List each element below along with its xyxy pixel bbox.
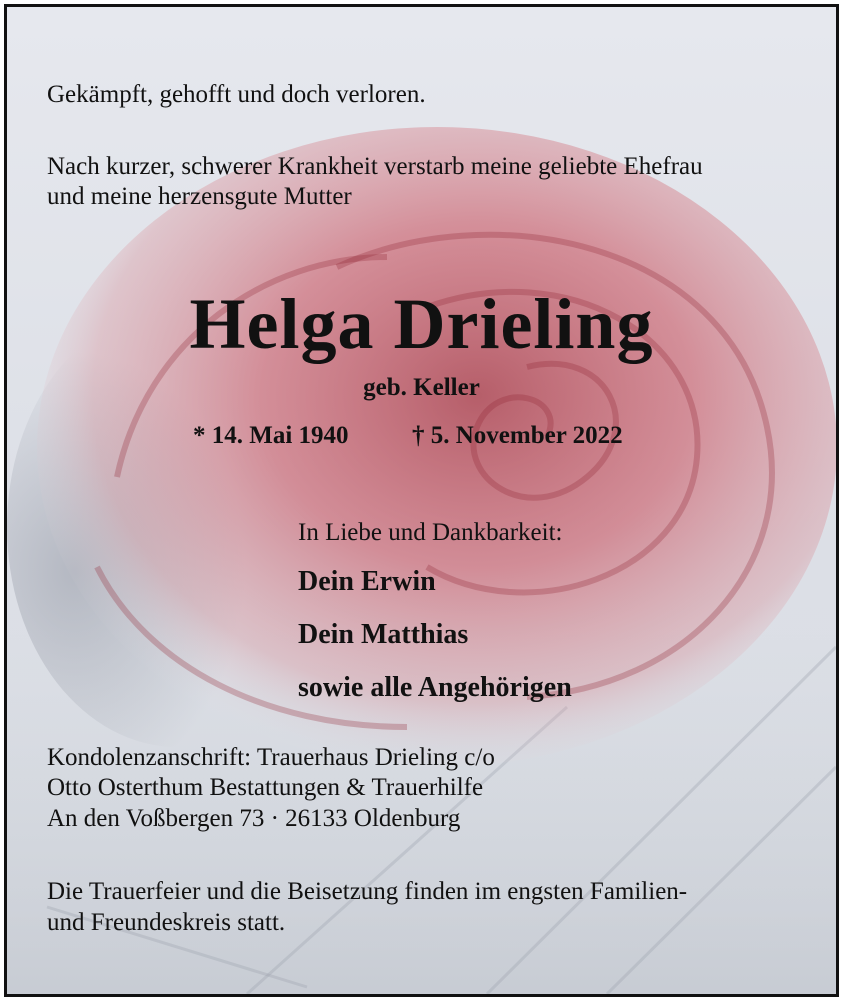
deceased-name: Helga Drieling (189, 284, 654, 364)
motto: Gekämpft, gehofft und doch verloren. (47, 81, 426, 108)
mourner-name: Dein Matthias (298, 619, 469, 650)
condolence-address-line: Otto Osterthum Bestattungen & Trauerhilfe (47, 774, 484, 801)
condolence-address-line: Kondolenzanschrift: Trauerhaus Drieling c/o (47, 744, 495, 771)
intro-line: und meine herzensgute Mutter (47, 183, 352, 210)
mourner-name: Dein Erwin (298, 566, 436, 597)
signoff: In Liebe und Dankbarkeit: (298, 519, 563, 546)
maiden-name: geb. Keller (363, 374, 480, 401)
ceremony-note: Die Trauerfeier und die Beisetzung finden im engsten Familien- (47, 878, 688, 905)
death-date: † 5. November 2022 (412, 422, 623, 449)
ceremony-note: und Freundeskreis statt. (47, 909, 286, 936)
intro-line: Nach kurzer, schwerer Krankheit verstarb meine geliebte Ehefrau (47, 153, 703, 180)
mourner-name: sowie alle Angehörigen (298, 672, 572, 703)
condolence-address-line: An den Voßbergen 73 · 26133 Oldenburg (47, 805, 461, 832)
obituary-card (4, 4, 839, 997)
birth-date: * 14. Mai 1940 (193, 422, 349, 449)
